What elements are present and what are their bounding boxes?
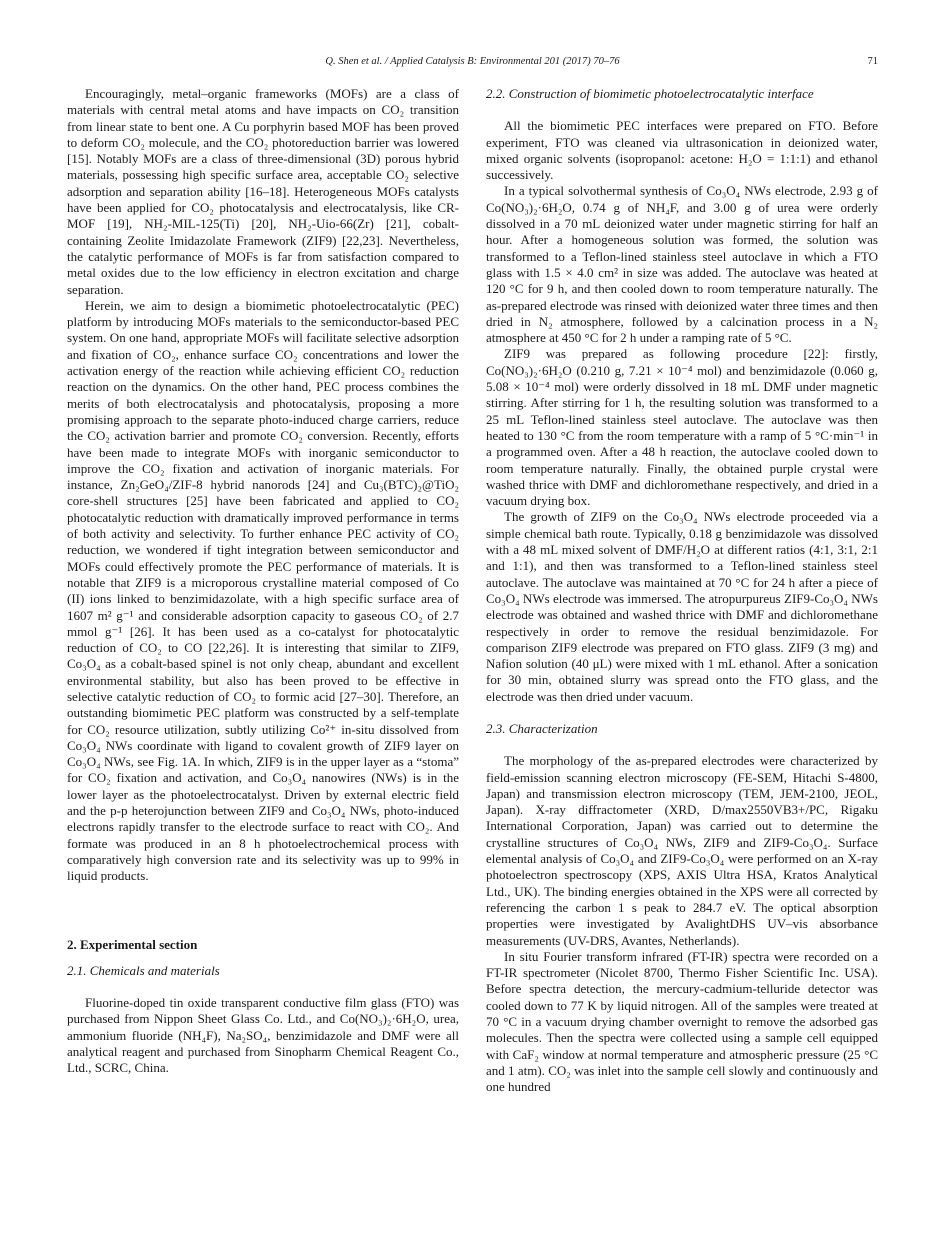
running-header [67, 56, 878, 72]
intro-paragraph-herein: Herein, we aim to design a biomimetic photoelectrocatalytic (PEC) platform by introducing MOFs materials to the semiconductor-based PEC system. On one hand, appropriate MOFs will facilitate selective adsorption and fixation of CO₂, enhance surface CO₂ concentrations and lower the activation energy of the reaction while achieving efficient CO₂ reduction reaction on the dynamics. On the other hand, PEC process combines the merits of both electrocatalysis and photocatalysis, proposing a more promising approach to the separate photo-induced charge carriers, reduce the CO₂ activation barrier and promote CO₂ conversion. Recently, efforts have been made to integrate MOFs with inorganic semiconductor to improve the CO₂ fixation and activation of inorganic materials. For instance, Zn₂GeO₄/ZIF-8 hybrid nanorods [24] and Cu₃(BTC)₂@TiO₂ core-shell structures [25] have been fabricated and applied to CO₂ photocatalytic reduction with dramatically improved performance in terms of both activity and selectivity. To further enhance PEC activity of CO₂ reduction, we wondered if tight integration between semiconductor and MOFs could effectively promote the PEC performance of materials. It is notable that ZIF9 is a microporous crystalline material composed of Co (II) ions linked to benzimidazolate, with a high specific surface area of 1607 m² g⁻¹ and considerable adsorption capacity to gaseous CO₂ of 2.7 mmol g⁻¹ [26]. It has been used as a co-catalyst for photocatalytic reduction of CO₂ to CO [22,26]. It is interesting that similar to ZIF9, Co₃O₄ as a cobalt-based spinel is not only cheap, abundant and excellent environmental stability, but also has been proved to be effective in selective catalytic reduction of CO₂ to formic acid [27–30]. Therefore, an outstanding biomimetic PEC platform was constructed by a self-template for CO₂ resource utilization, subtly utilizing Co²⁺ in-situ dissolved from Co₃O₄ NWs coordinate with ligand to covalent growth of ZIF9 layer on Co₃O₄ NWs, see Fig. 1A. In which, ZIF9 is in the upper layer as a “stoma” for CO₂ fixation and activation, and Co₃O₄ nanowires (NWs) is in the lower layer as the photoelectrocatalyst. Driven by external electric field and the p-p heterojunction between ZIF9 and Co₃O₄ NWs, photo-induced electrons rapidly transfer to the electrode surface to react with CO₂. And formate was produced in an 8 h photoelectrochemical process with comparatively high conversion rate and its selectivity was up to 99% in liquid products. [67, 297, 459, 884]
characterization-paragraph-morphology: The morphology of the as-prepared electrodes were characterized by field-emission scanning electron microscopy (FE-SEM, Hitachi S-4800, Japan) and transmission electron microscopy (TEM, JEM-2100, JEOL, Japan). X-ray diffractometer (XRD, D/max2550VB3+/PC, Rigaku International Corporation, Japan) was carried out to determine the crystalline structures of Co₃O₄ NWs, ZIF9 and ZIF9-Co₃O₄. Surface elemental analysis of Co₃O₄ and ZIF9-Co₃O₄ were performed on an X-ray photoelectron spectroscopy (XPS, AXIS Ultra HSA, Kratos Analytical Ltd., UK). The binding energies obtained in the XPS were all corrected by referencing the carbon 1 s peak to 284.7 eV. The optical absorption properties were investigated by AvalightDHS UV–vis absorbance measurements (UV-DRS, Avantes, Netherlands). [486, 753, 878, 948]
right-column [486, 86, 878, 1096]
section-heading-experimental: 2. Experimental section [67, 936, 198, 952]
left-column [67, 86, 459, 1077]
construction-paragraph-growth: The growth of ZIF9 on the Co₃O₄ NWs electrode proceeded via a simple chemical bath route. Typically, 0.18 g benzimidazole was dissolved with a 48 mL mixed solvent of DMF/H₂O at different ratios (4:1, 3:1, 2:1 and 1:1), and then was transformed to a Teflon-lined stainless steel autoclave. The autoclave was maintained at 70 °C for 24 h after a piece of Co₃O₄ NWs electrode was immersed. The atropurpureus ZIF9-Co₃O₄ NWs electrode was obtained and washed thrice with DMF and dichloromethane respectively in order to remove the residual benzimidazole. For comparison ZIF9 electrode was prepared on FTO glass. ZIF9 (3 mg) and Nafion solution (40 μL) were mixed with 1 mL ethanol. After a sonication for 30 min, obtained slurry was spread onto the FTO glass, and the electrode was then dried under vacuum. [486, 509, 878, 704]
intro-paragraph-mofs: Encouragingly, metal–organic frameworks (MOFs) are a class of materials with central metal atoms and have impacts on CO₂ transition from linear state to bent one. A Cu porphyrin based MOF has been proved to deform CO₂ molecule, and the CO₂ photoreduction barrier was lowered [15]. Notably MOFs are a class of three-dimensional (3D) porous hybrid materials, possessing high specific surface area, acceptable CO₂ selective adsorption and separation ability [16–18]. Heterogeneous MOFs catalysts have been applied for CO₂ photocatalysis and electrocatalysis, like CR-MOF [19], NH₂-MIL-125(Ti) [20], NH₂-Uio-66(Zr) [21], cobalt-containing Zeolite Imidazolate Framework (ZIF9) [22,23]. Nevertheless, the catalytic performance of MOFs is far from satisfaction compared to metal oxides due to the low efficiency in electron excitation and charge separation. [67, 86, 459, 297]
subsection-heading-chemicals: 2.1. Chemicals and materials [67, 962, 220, 978]
characterization-paragraph-ftir: In situ Fourier transform infrared (FT-IR) spectra were recorded on a FT-IR spectrometer (Nicolet 8700, Thermo Fisher Scientific Inc. USA). Before spectra detection, the mercury-cadmium-telluride detector was cooled down to 77 K by liquid nitrogen. All of the samples were treated at 70 °C in a vacuum drying chamber overnight to remove the adsorbed gas molecules. Then the spectra were collected using a sample cell equipped with CaF₂ window at normal temperature and atmospheric pressure (25 °C and 1 atm). CO₂ was inlet into the sample cell slowly and continuously and one hundred [486, 948, 878, 1095]
construction-paragraph-zif9: ZIF9 was prepared as following procedure [22]: firstly, Co(NO₃)₂·6H₂O (0.210 g, 7.21 × 10⁻⁴ mol) and benzimidazole (0.060 g, 5.08 × 10⁻⁴ mol) were orderly dissolved in 18 mL DMF under magnetic stirring. After stirring for 1 h, the resulting solution was transformed to a 25 mL Teflon-lined stainless steel autoclave. The autoclave was then heated to 130 °C from the room temperature with a ramp of 5 °C·min⁻¹ in a programmed oven. After a 48 h reaction, the autoclave cooled down to room temperature naturally. Finally, the obtained purple crystal were washed thrice with DMF and dichloromethane respectively, and dried in a vacuum drying box. [486, 346, 878, 509]
chemicals-paragraph: Fluorine-doped tin oxide transparent conductive film glass (FTO) was purchased from Nippon Sheet Glass Co. Ltd., and Co(NO₃)₂·6H₂O, urea, ammonium fluoride (NH₄F), Na₂SO₄, benzimidazole and DMF were all analytical reagent and purchased from Sinopharm Chemical Reagent Co., Ltd., SCRC, China. [67, 995, 459, 1076]
subsection-heading-construction: 2.2. Construction of biomimetic photoelectrocatalytic interface [486, 86, 814, 101]
subsection-heading-characterization: 2.3. Characterization [486, 720, 598, 736]
page-number: 71 [867, 56, 878, 67]
construction-paragraph-co3o4: In a typical solvothermal synthesis of Co₃O₄ NWs electrode, 2.93 g of Co(NO₃)₂·6H₂O, 0.74 g of NH₄F, and 3.00 g of urea were orderly dissolved in a 70 mL deionized water under magnetic stirring for half an hour. After a homogeneous solution was formed, the solution was transformed to a Teflon-lined stainless steel autoclave in which a FTO glass with 1.5 × 4.0 cm² in size was added. The autoclave was heated at 120 °C for 9 h, and then cooled down to room temperature naturally. The as-prepared electrode was rinsed with deionized water three times and then dried in N₂ atmosphere, followed by a calcination process in a N₂ atmosphere at 450 °C for 2 h under a ramping rate of 5 °C. [486, 183, 878, 346]
running-title: Q. Shen et al. / Applied Catalysis B: Environmental 201 (2017) 70–76 [325, 56, 620, 67]
construction-paragraph-fto: All the biomimetic PEC interfaces were prepared on FTO. Before experiment, FTO was cleaned via ultrasonication in deionized water, mixed organic solvents (isopropanol: acetone: H₂O = 1:1:1) and ethanol successively. [486, 118, 878, 183]
